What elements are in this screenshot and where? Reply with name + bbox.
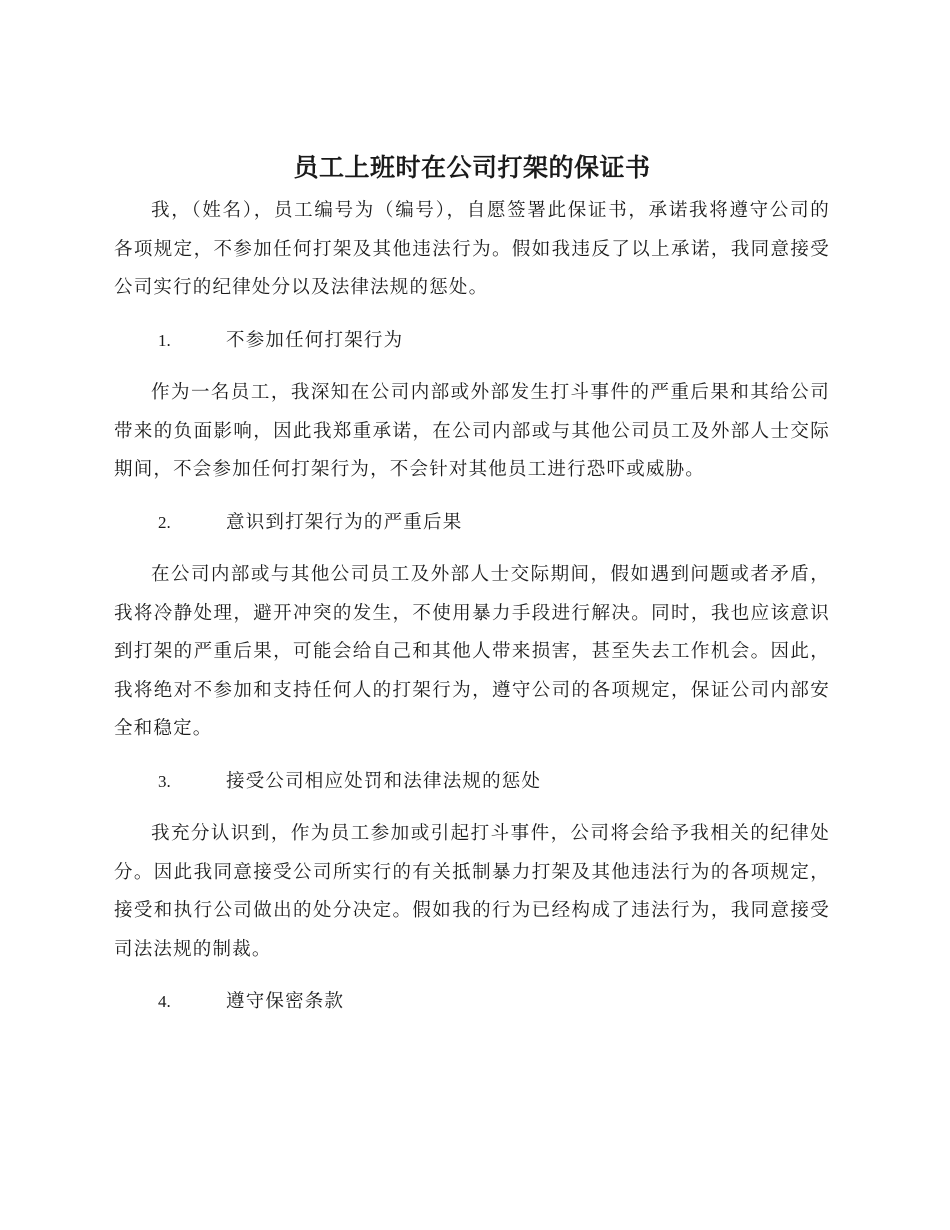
section-2-body: 在公司内部或与其他公司员工及外部人士交际期间，假如遇到问题或者矛盾，我将冷静处理，避开冲突的发生，不使用暴力手段进行解决。同时，我也应该意识到打架的严重后果，可能会给自己和其他人带来损害，甚至失去工作机会。因此，我将绝对不参加和支持任何人的打架行为，遵守公司的各项规定，保证公司内部安全和稳定。 — [114, 564, 830, 739]
section-number: 1. — [158, 330, 171, 350]
section-number: 2. — [158, 512, 171, 532]
section-number: 3. — [158, 771, 171, 791]
section-heading-text: 接受公司相应处罚和法律法规的惩处 — [226, 770, 542, 792]
document-title: 员工上班时在公司打架的保证书 — [293, 153, 651, 182]
section-heading-text: 遵守保密条款 — [226, 991, 345, 1012]
section-2-heading — [114, 504, 830, 543]
section-4-heading — [114, 983, 830, 1022]
section-1-heading — [114, 322, 830, 361]
section-1-body: 作为一名员工，我深知在公司内部或外部发生打斗事件的严重后果和其给公司带来的负面影响，因此我郑重承诺，在公司内部或与其他公司员工及外部人士交际期间，不会参加任何打架行为，不会针对其他员工进行恐吓或威胁。 — [114, 382, 830, 480]
intro-paragraph: 我，（姓名），员工编号为（编号），自愿签署此保证书，承诺我将遵守公司的各项规定，不参加任何打架及其他违法行为。假如我违反了以上承诺，我同意接受公司实行的纪律处分以及法律法规的惩处。 — [114, 200, 830, 298]
section-heading-text: 意识到打架行为的严重后果 — [226, 511, 463, 533]
section-3-body: 我充分认识到，作为员工参加或引起打斗事件，公司将会给予我相关的纪律处分。因此我同意接受公司所实行的有关抵制暴力打架及其他违法行为的各项规定，接受和执行公司做出的处分决定。假如我的行为已经构成了违法行为，我同意接受司法法规的制裁。 — [114, 823, 830, 960]
section-number: 4. — [158, 992, 171, 1011]
section-heading-text: 不参加任何打架行为 — [226, 329, 404, 351]
document-page — [114, 148, 830, 1036]
section-3-heading — [114, 763, 830, 802]
